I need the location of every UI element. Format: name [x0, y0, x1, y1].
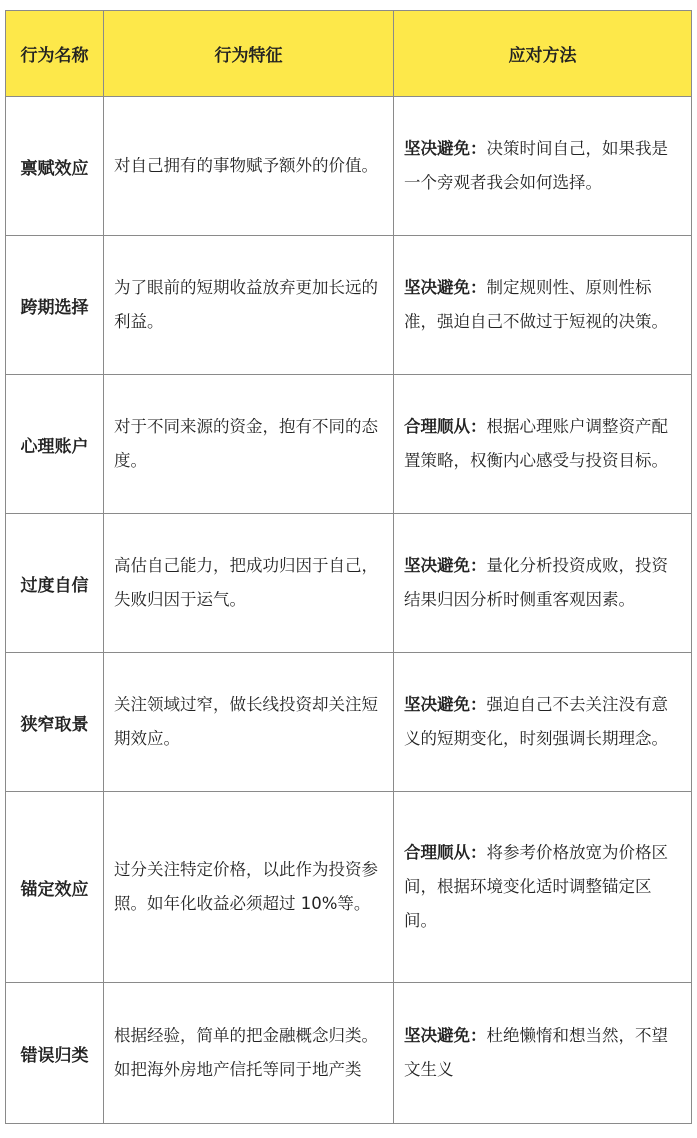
table-row	[6, 97, 692, 236]
table-row	[6, 983, 692, 1124]
table-row	[6, 514, 692, 653]
behavior-feature: 过分关注特定价格，以此作为投资参照。如年化收益必须超过 10%等。	[104, 792, 394, 983]
method-text: 制定规则性、原则性标准，强迫自己不做过于短视的决策。	[404, 278, 668, 331]
behavior-method	[394, 983, 692, 1124]
behavior-name: 跨期选择	[6, 236, 104, 375]
behavior-name: 锚定效应	[6, 792, 104, 983]
method-label: 坚决避免：	[404, 278, 487, 297]
table-row	[6, 236, 692, 375]
header-name: 行为名称	[6, 11, 104, 97]
method-text: 杜绝懒惰和想当然，不望文生义	[404, 1026, 668, 1079]
table-row	[6, 375, 692, 514]
method-text: 量化分析投资成败，投资结果归因分析时侧重客观因素。	[404, 556, 668, 609]
method-text: 决策时间自己，如果我是一个旁观者我会如何选择。	[404, 139, 668, 192]
behavior-feature: 对自己拥有的事物赋予额外的价值。	[104, 97, 394, 236]
behavior-method	[394, 97, 692, 236]
behavior-feature: 对于不同来源的资金，抱有不同的态度。	[104, 375, 394, 514]
behavior-feature: 高估自己能力，把成功归因于自己，失败归因于运气。	[104, 514, 394, 653]
behavior-name: 禀赋效应	[6, 97, 104, 236]
method-text: 根据心理账户调整资产配置策略，权衡内心感受与投资目标。	[404, 417, 668, 470]
behavior-method	[394, 236, 692, 375]
header-method: 应对方法	[394, 11, 692, 97]
behavior-name: 错误归类	[6, 983, 104, 1124]
behavior-name: 心理账户	[6, 375, 104, 514]
method-text: 强迫自己不去关注没有意义的短期变化，时刻强调长期理念。	[404, 695, 668, 748]
behavior-feature: 为了眼前的短期收益放弃更加长远的利益。	[104, 236, 394, 375]
behavior-name: 狭窄取景	[6, 653, 104, 792]
behavior-table	[5, 10, 692, 1124]
method-text: 将参考价格放宽为价格区间，根据环境变化适时调整锚定区间。	[404, 843, 668, 930]
method-label: 坚决避免：	[404, 1026, 487, 1045]
method-label: 坚决避免：	[404, 139, 487, 158]
behavior-feature: 关注领域过窄，做长线投资却关注短期效应。	[104, 653, 394, 792]
header-feature: 行为特征	[104, 11, 394, 97]
behavior-method	[394, 653, 692, 792]
behavior-method	[394, 792, 692, 983]
method-label: 坚决避免：	[404, 556, 487, 575]
behavior-method	[394, 514, 692, 653]
table-row	[6, 653, 692, 792]
method-label: 坚决避免：	[404, 695, 487, 714]
behavior-name: 过度自信	[6, 514, 104, 653]
behavior-method	[394, 375, 692, 514]
method-label: 合理顺从：	[404, 417, 487, 436]
table-row	[6, 792, 692, 983]
behavior-feature: 根据经验，简单的把金融概念归类。如把海外房地产信托等同于地产类	[104, 983, 394, 1124]
table-header-row	[6, 11, 692, 97]
method-label: 合理顺从：	[404, 843, 487, 862]
